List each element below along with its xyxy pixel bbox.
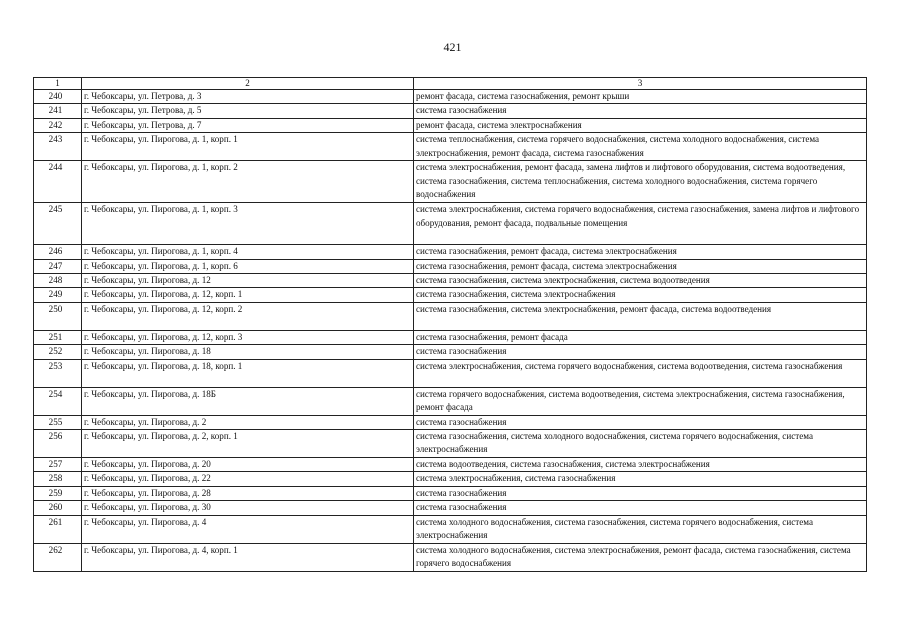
table-row	[34, 430, 867, 458]
works-cell: система газоснабжения	[414, 501, 867, 515]
table-row	[34, 458, 867, 472]
row-number-cell: 242	[34, 118, 82, 132]
row-number-cell: 247	[34, 259, 82, 273]
address-cell: г. Чебоксары, ул. Пирогова, д. 30	[82, 501, 414, 515]
address-cell: г. Чебоксары, ул. Пирогова, д. 12, корп. 3	[82, 330, 414, 344]
works-cell: система теплоснабжения, система горячего водоснабжения, система холодного водоснабжения, система электроснабжения, ремонт фасада, система газоснабжения	[414, 133, 867, 161]
table-row	[34, 543, 867, 571]
header-cell-1: 1	[34, 78, 82, 90]
table-header-row	[34, 78, 867, 90]
row-number-cell: 260	[34, 501, 82, 515]
address-cell: г. Чебоксары, ул. Пирогова, д. 18, корп. 1	[82, 359, 414, 387]
works-cell: система газоснабжения	[414, 415, 867, 429]
table-row	[34, 274, 867, 288]
works-cell: система водоотведения, система газоснабжения, система электроснабжения	[414, 458, 867, 472]
works-cell: система газоснабжения, система электроснабжения	[414, 288, 867, 302]
table-row	[34, 345, 867, 359]
address-cell: г. Чебоксары, ул. Пирогова, д. 1, корп. 6	[82, 259, 414, 273]
address-cell: г. Чебоксары, ул. Пирогова, д. 18	[82, 345, 414, 359]
row-number-cell: 253	[34, 359, 82, 387]
works-cell: система газоснабжения, система электроснабжения, система водоотведения	[414, 274, 867, 288]
works-cell: система электроснабжения, система газоснабжения	[414, 472, 867, 486]
table-row	[34, 288, 867, 302]
works-cell: система газоснабжения	[414, 345, 867, 359]
page-number: 421	[443, 40, 462, 54]
row-number-cell: 258	[34, 472, 82, 486]
table-row	[34, 161, 867, 203]
table-row	[34, 515, 867, 543]
table-row	[34, 118, 867, 132]
table-body	[34, 78, 867, 572]
address-cell: г. Чебоксары, ул. Пирогова, д. 12	[82, 274, 414, 288]
header-cell-2: 2	[82, 78, 414, 90]
works-cell: ремонт фасада, система электроснабжения	[414, 118, 867, 132]
works-cell: ремонт фасада, система газоснабжения, ремонт крыши	[414, 90, 867, 104]
address-cell: г. Чебоксары, ул. Петрова, д. 5	[82, 104, 414, 118]
address-cell: г. Чебоксары, ул. Пирогова, д. 1, корп. 4	[82, 245, 414, 259]
works-cell: система горячего водоснабжения, система водоотведения, система электроснабжения, система газоснабжения, ремонт фасада	[414, 387, 867, 415]
address-cell: г. Чебоксары, ул. Пирогова, д. 1, корп. 3	[82, 203, 414, 245]
table-row	[34, 245, 867, 259]
row-number-cell: 240	[34, 90, 82, 104]
address-cell: г. Чебоксары, ул. Пирогова, д. 22	[82, 472, 414, 486]
row-number-cell: 252	[34, 345, 82, 359]
works-cell: система газоснабжения, система электроснабжения, ремонт фасада, система водоотведения	[414, 302, 867, 330]
buildings-table	[33, 77, 867, 572]
row-number-cell: 251	[34, 330, 82, 344]
row-number-cell: 262	[34, 543, 82, 571]
row-number-cell: 241	[34, 104, 82, 118]
address-cell: г. Чебоксары, ул. Пирогова, д. 12, корп. 2	[82, 302, 414, 330]
table-row	[34, 104, 867, 118]
table-row	[34, 302, 867, 330]
row-number-cell: 255	[34, 415, 82, 429]
works-cell: система холодного водоснабжения, система электроснабжения, ремонт фасада, система газоснабжения, система горячего водоснабжения	[414, 543, 867, 571]
table-row	[34, 472, 867, 486]
row-number-cell: 256	[34, 430, 82, 458]
row-number-cell: 243	[34, 133, 82, 161]
table-row	[34, 330, 867, 344]
row-number-cell: 250	[34, 302, 82, 330]
row-number-cell: 257	[34, 458, 82, 472]
row-number-cell: 244	[34, 161, 82, 203]
works-cell: система газоснабжения, система холодного водоснабжения, система горячего водоснабжения, система электроснабжения	[414, 430, 867, 458]
address-cell: г. Чебоксары, ул. Пирогова, д. 1, корп. 2	[82, 161, 414, 203]
row-number-cell: 254	[34, 387, 82, 415]
table-row	[34, 259, 867, 273]
table-row	[34, 387, 867, 415]
table-row	[34, 415, 867, 429]
row-number-cell: 249	[34, 288, 82, 302]
row-number-cell: 248	[34, 274, 82, 288]
address-cell: г. Чебоксары, ул. Пирогова, д. 2	[82, 415, 414, 429]
address-cell: г. Чебоксары, ул. Пирогова, д. 2, корп. 1	[82, 430, 414, 458]
works-cell: система газоснабжения	[414, 486, 867, 500]
table-row	[34, 359, 867, 387]
address-cell: г. Чебоксары, ул. Петрова, д. 7	[82, 118, 414, 132]
address-cell: г. Чебоксары, ул. Пирогова, д. 1, корп. 1	[82, 133, 414, 161]
row-number-cell: 261	[34, 515, 82, 543]
row-number-cell: 259	[34, 486, 82, 500]
works-cell: система газоснабжения, ремонт фасада	[414, 330, 867, 344]
address-cell: г. Чебоксары, ул. Петрова, д. 3	[82, 90, 414, 104]
table-row	[34, 501, 867, 515]
table-row	[34, 90, 867, 104]
works-cell: система электроснабжения, система горячего водоснабжения, система газоснабжения, замена лифтов и лифтового оборудования, ремонт фасада, подвальные помещения	[414, 203, 867, 245]
works-cell: система газоснабжения, ремонт фасада, система электроснабжения	[414, 245, 867, 259]
works-cell: система электроснабжения, ремонт фасада, замена лифтов и лифтового оборудования, система водоотведения, система газоснабжения, система теплоснабжения, система холодного водоснабжения, система горячего водоснабжения	[414, 161, 867, 203]
header-cell-3: 3	[414, 78, 867, 90]
works-cell: система холодного водоснабжения, система газоснабжения, система горячего водоснабжения, система электроснабжения	[414, 515, 867, 543]
table-row	[34, 133, 867, 161]
works-cell: система газоснабжения, ремонт фасада, система электроснабжения	[414, 259, 867, 273]
row-number-cell: 246	[34, 245, 82, 259]
works-cell: система газоснабжения	[414, 104, 867, 118]
address-cell: г. Чебоксары, ул. Пирогова, д. 20	[82, 458, 414, 472]
row-number-cell: 245	[34, 203, 82, 245]
table-row	[34, 486, 867, 500]
table-row	[34, 203, 867, 245]
address-cell: г. Чебоксары, ул. Пирогова, д. 4, корп. 1	[82, 543, 414, 571]
address-cell: г. Чебоксары, ул. Пирогова, д. 18Б	[82, 387, 414, 415]
address-cell: г. Чебоксары, ул. Пирогова, д. 4	[82, 515, 414, 543]
works-cell: система электроснабжения, система горячего водоснабжения, система водоотведения, система газоснабжения	[414, 359, 867, 387]
address-cell: г. Чебоксары, ул. Пирогова, д. 28	[82, 486, 414, 500]
address-cell: г. Чебоксары, ул. Пирогова, д. 12, корп. 1	[82, 288, 414, 302]
